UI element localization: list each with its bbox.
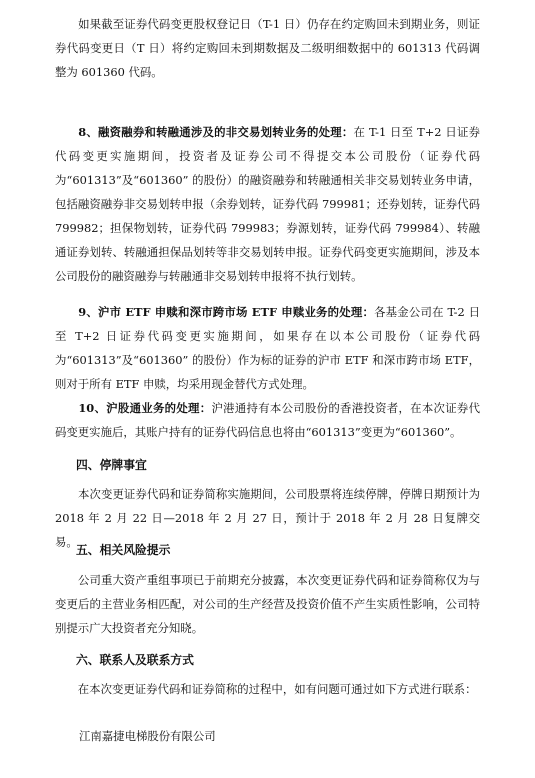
section-title-contact: 六、联系人及联系方式: [76, 653, 194, 667]
paragraph-margin-trading: [55, 120, 480, 288]
paragraph-suspension: 本次变更证券代码和证券简称实施期间，公司股票将连续停牌，停牌日期预计为 2018 年 2 月 22 日—2018 年 2 月 27 日，预计于 2018 年 2 月 28 日复牌交易。: [55, 487, 480, 549]
company-name: 江南嘉捷电梯股份有限公司: [79, 729, 216, 743]
paragraph-risk: 公司重大资产重组事项已于前期充分披露，本次变更证券代码和证券简称仅为与变更后的主营业务相匹配，对公司的生产经营及投资价值不产生实质性影响，公司特别提示广大投资者充分知晓。: [55, 573, 480, 635]
paragraph-body: 沪港通持有本公司股份的香港投资者，在本次证券代码变更实施后，其账户持有的证券代码信息也将由“601313”变更为“601360”。: [55, 401, 480, 439]
paragraph-repurchase-adjustment: [55, 12, 480, 84]
paragraph-contact: 在本次变更证券代码和证券简称的过程中，如有问题可通过如下方式进行联系：: [55, 682, 477, 696]
paragraph-text: 如果截至证券代码变更股权登记日（T-1 日）仍存在约定购回未到期业务，则证券代码变更日（T 日）将约定购回未到期数据及二级明细数据中的 601313 代码调整为 601360 代码。: [55, 17, 480, 79]
paragraph-body: 各基金公司在 T-2 日至 T+2 日证券代码变更实施期间，如果存在以本公司股份（证券代码为“601313”及“601360” 的股份）作为标的证券的沪市 ETF 和深市跨市场 ETF，则对于所有 ETF 申赎，均采用现金替代方式处理。: [55, 305, 480, 391]
paragraph-lead: 9、沪市 ETF 申赎和深市跨市场 ETF 申赎业务的处理：: [55, 305, 375, 319]
section-title-suspension: 四、停牌事宜: [76, 458, 147, 472]
paragraph-body: 在 T-1 日至 T+2 日证券代码变更实施期间，投资者及证券公司不得提交本公司股份（证券代码为“601313”及“601360” 的股份）的融资融券和转融通相关非交易划转业务申请，包括融资融券非交易划转申报（余券划转，证券代码 799981；还券划转，证券代码 799982；担保物划转，证券代码 799983；券源划转，证券代码 799984）、转融通证券划转、转融通担保品划转等非交易划转申报。证券代码变更实施期间，涉及本公司股份的融资融券与转融通非交易划转申报将不执行划转。: [55, 125, 480, 283]
paragraph-stock-connect: [55, 396, 480, 444]
section-title-risk: 五、相关风险提示: [76, 543, 171, 557]
paragraph-etf-redemption: [55, 300, 480, 396]
paragraph-lead: 10、沪股通业务的处理：: [55, 401, 212, 415]
paragraph-lead: 8、融资融券和转融通涉及的非交易划转业务的处理：: [55, 125, 354, 139]
